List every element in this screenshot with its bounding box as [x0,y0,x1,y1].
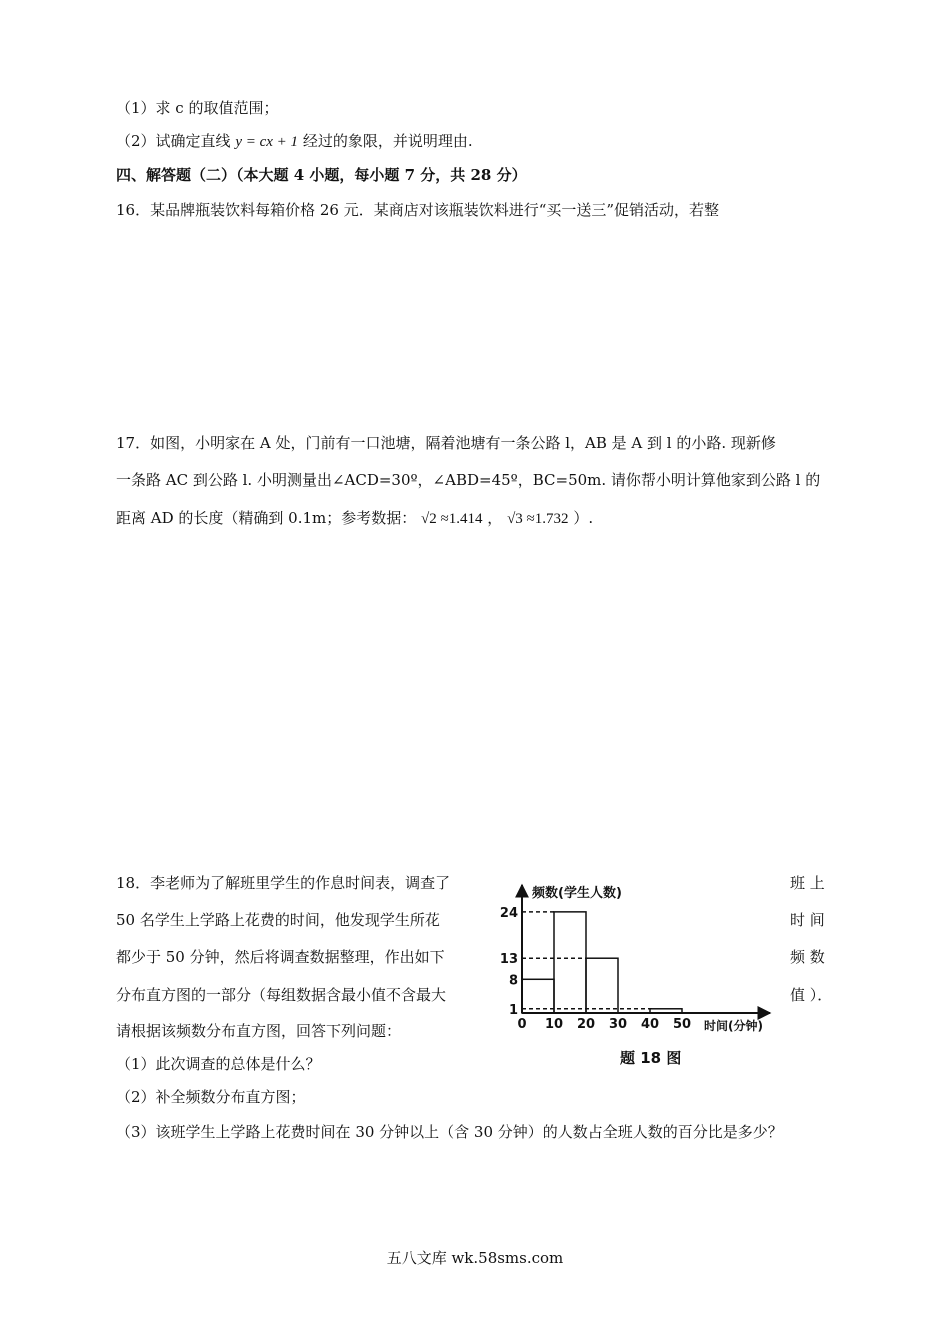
q17-line1: 17．如图，小明家在 A 处，门前有一口池塘，隔着池塘有一条公路 l，AB 是 A 到 l 的小路. 现新修 [116,434,776,452]
q17-line3 [116,508,593,529]
histogram-bar-20-30 [586,958,618,1013]
q17-line3-prefix: 距离 AD 的长度（精确到 0.1m；参考数据： [116,509,417,527]
sqrt2-approx: √2 ≈1.414 [421,511,483,527]
q15-part2-prefix: （2）试确定直线 [116,132,231,150]
x-tick-label-50: 50 [672,1017,692,1032]
q18-sub3: （3）该班学生上学路上花费时间在 30 分钟以上（含 30 分钟）的人数占全班人数的百分比是多少？ [116,1123,783,1141]
q15-part2-suffix: 经过的象限，并说明理由. [302,132,473,150]
histogram-chart [498,873,788,1073]
histogram-bar-10-20 [554,912,586,1013]
x-tick-label-40: 40 [640,1017,660,1032]
chart-caption: 题 18 图 [620,1049,682,1067]
q17-line3-suffix: ）. [573,509,594,527]
q18-line5: 请根据该频数分布直方图，回答下列问题： [116,1022,402,1040]
q18-line2: 50 名学生上学路上花费的时间，他发现学生所花 [116,911,440,929]
y-tick-label-1: 1 [508,1002,518,1018]
q17-line2: 一条路 AC 到公路 l. 小明测量出∠ACD=30º，∠ABD=45º，BC=50m. 请你帮小明计算他家到公路 l 的 [116,471,821,489]
q15-part2-formula: y = cx + 1 [235,134,299,150]
q18-line3-right: 频 数 [790,948,825,966]
y-tick-label-8: 8 [508,973,518,989]
q18-line4: 分布直方图的一部分（每组数据含最小值不含最大 [116,986,447,1004]
histogram-figure [498,873,788,1073]
q18-line4-right: 值 ）． [790,986,833,1004]
q18-sub1: （1）此次调查的总体是什么？ [116,1055,321,1073]
y-axis-label: 频数(学生人数) [532,886,622,901]
x-tick-label-20: 20 [576,1017,596,1032]
q18-line1-right: 班 上 [790,874,825,892]
q18-sub2: （2）补全频数分布直方图； [116,1088,306,1106]
histogram-bar-0-10 [522,979,554,1013]
footer: 五八文库 wk.58sms.com [386,1249,564,1267]
q17-sep: ， [487,509,503,527]
histogram-bar-40-50 [650,1009,682,1013]
y-tick-label-24: 24 [499,905,518,921]
q18-line1: 18．李老师为了解班里学生的作息时间表，调查了 [116,874,451,892]
x-tick-label-0: 0 [517,1017,527,1032]
x-tick-label-30: 30 [608,1017,628,1032]
x-axis-label: 时间(分钟) [704,1019,763,1033]
q15-part1: （1）求 c 的取值范围； [116,99,279,117]
sqrt3-approx: √3 ≈1.732 [507,511,569,527]
q16-text: 16．某品牌瓶装饮料每箱价格 26 元．某商店对该瓶装饮料进行“买一送三”促销活动，若整 [116,201,720,219]
q18-line3: 都少于 50 分钟，然后将调查数据整理，作出如下 [116,948,445,966]
q18-line2-right: 时 间 [790,911,825,929]
q15-part2 [116,131,473,152]
section4-heading: 四、解答题（二）（本大题 4 小题，每小题 7 分，共 28 分） [116,166,527,184]
x-tick-label-10: 10 [544,1017,564,1032]
y-tick-label-13: 13 [499,952,518,968]
